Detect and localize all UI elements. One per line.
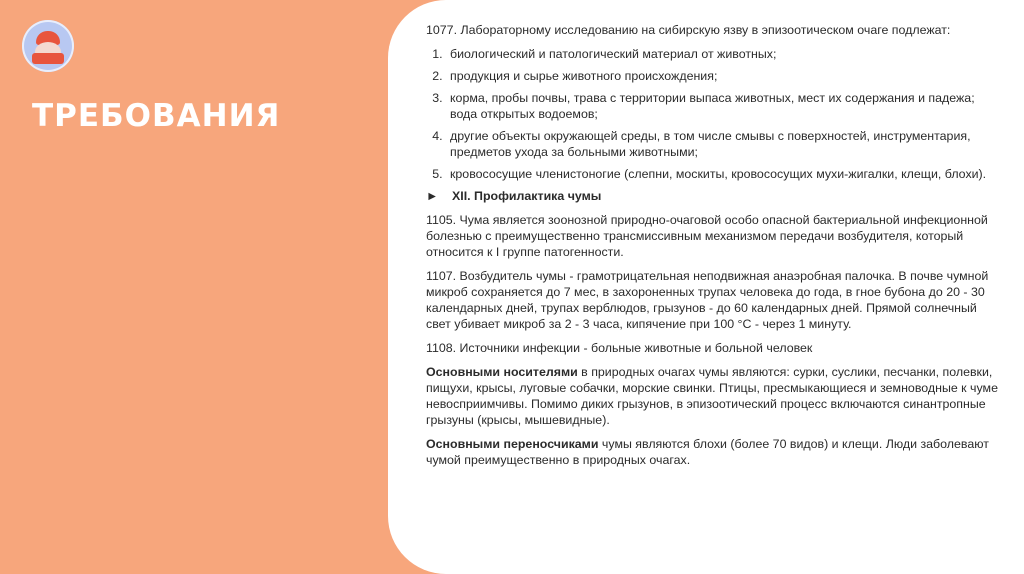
lab-material-list [426,46,1004,182]
logo [22,20,74,72]
paragraph-carriers [426,364,1004,428]
list-item: 1. биологический и патологический материал от животных; [446,46,1004,62]
left-panel [0,0,400,574]
list-item: 3. корма, пробы почвы, трава с территории выпаса животных, мест их содержания и падежа; вода открытых водоемов; [446,90,1004,122]
content-text [426,22,1004,476]
list-item: 5. кровососущие членистоногие (слепни, москиты, кровососущих мухи-жигалки, клещи, блохи). [446,166,1004,182]
vectors-bold: Основными переносчиками [426,437,599,451]
carriers-text: в природных очагах чумы являются: сурки, суслики, песчанки, полевки, пищухи, крысы, луговые собачки, морские свинки. Птицы, пресмыкающиеся и земноводные к чуме невосприимчивы. Помимо диких грызунов, в эпизоотический процесс включаются синантропные грызуны (крысы, мышевидные). [426,365,998,427]
arrow-bullet-icon: ► [426,189,439,203]
list-item: 2. продукция и сырье животного происхождения; [446,68,1004,84]
paragraph-1105: 1105. Чума является зоонозной природно-очаговой особо опасной бактериальной инфекционной болезнью с преимущественно трансмиссивным механизмом передачи возбудителя, который относится к I группе патогенности. [426,213,988,259]
paragraph-1107: 1107. Возбудитель чумы - грамотрицательная неподвижная анаэробная палочка. В почве чумной микроб сохраняется до 7 мес, в захороненных трупах человека до года, в гное бубона до 20 - 30 календарных дней, трупах верблюдов, грызунов - до 60 календарных дней. Прямой солнечный свет убивает микроб за 2 - 3 часа, кипячение при 100 °C - через 1 минуту. [426,269,989,331]
paragraph-1077: 1077. Лабораторному исследованию на сибирскую язву в эпизоотическом очаге подлежат: [426,23,951,37]
slide-title: ТРЕБОВАНИЯ [32,98,281,134]
vectors-text: чумы являются блохи (более 70 видов) и клещи. Люди заболевают чумой преимущественно в природных очагах. [426,437,989,467]
list-item: 4. другие объекты окружающей среды, в том числе смывы с поверхностей, инструментария, предметов ухода за больными животными; [446,128,1004,160]
paragraph-vectors [426,436,1004,468]
carriers-bold: Основными носителями [426,365,578,379]
section-heading-text: XII. Профилактика чумы [452,189,602,203]
logo-tag-icon [32,53,64,64]
section-heading [426,188,1004,204]
paragraph-1108: 1108. Источники инфекции - больные животные и больной человек [426,341,813,355]
